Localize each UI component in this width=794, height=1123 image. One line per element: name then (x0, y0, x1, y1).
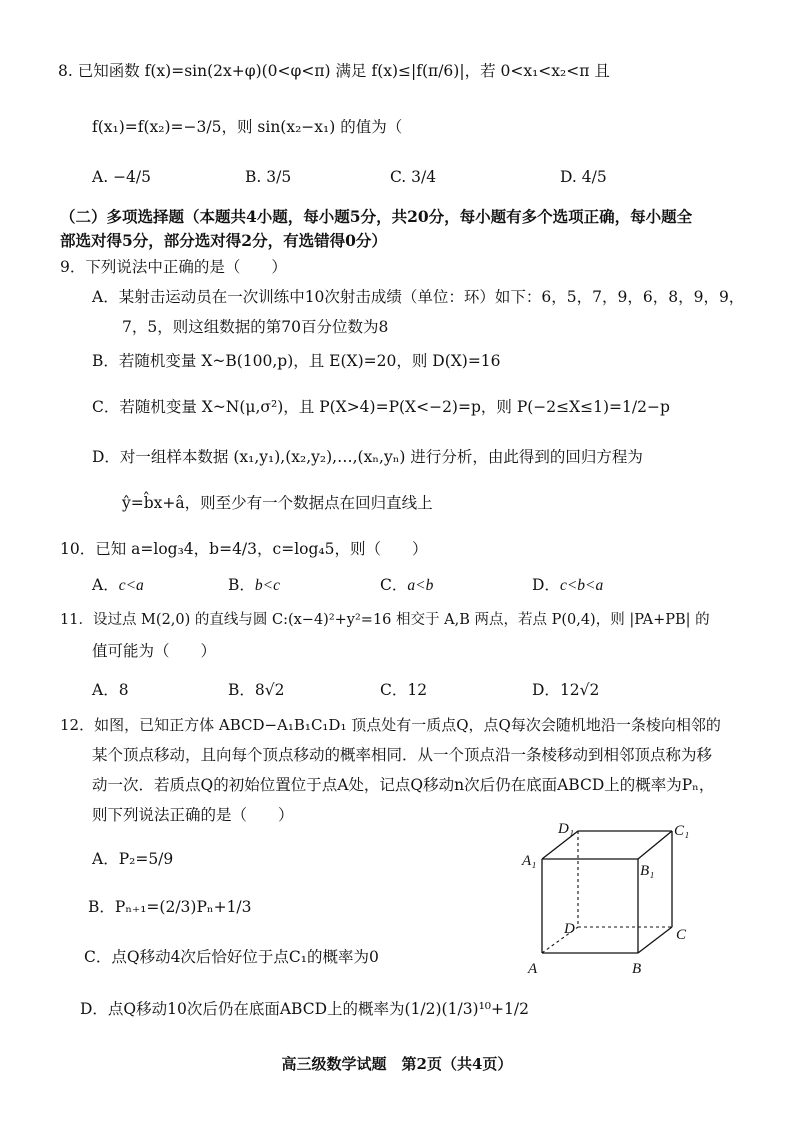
section2-heading-line1: （二）多项选择题（本题共4小题，每小题5分，共20分，每小题有多个选项正确，每小题全 (60, 207, 693, 226)
q12-option-c: C．点Q移动4次后恰好位于点C₁的概率为0 (84, 948, 379, 966)
q8-option-c: C. 3/4 (390, 168, 437, 186)
q12-line3: 动一次．若质点Q的初始位置位于点A处，记点Q移动n次后仍在底面ABCD上的概率为Pₙ， (92, 776, 715, 794)
q12-line4: 则下列说法正确的是（ ） (92, 806, 294, 824)
q10-option-d: D．c<b<a (532, 576, 604, 594)
cube-figure (520, 815, 700, 980)
q9-option-c: C．若随机变量 X~N(μ,σ²)，且 P(X>4)=P(X<−2)=p，则 P(−2≤X≤1)=1/2−p (92, 398, 670, 416)
q12-line1: 12．如图，已知正方体 ABCD−A₁B₁C₁D₁ 顶点处有一质点Q，点Q每次会随机地沿一条棱向相邻的 (60, 716, 721, 734)
q8-option-b: B. 3/5 (245, 168, 292, 186)
q12-option-b: B．Pₙ₊₁=(2/3)Pₙ+1/3 (88, 898, 252, 916)
q8-line2: f(x₁)=f(x₂)=−3/5，则 sin(x₂−x₁) 的值为（ (92, 118, 403, 136)
cube-label-c1: C₁ (674, 823, 690, 839)
cube-edge (638, 831, 672, 859)
cube-label-d: D (564, 921, 575, 937)
cube-label-a1: A₁ (522, 853, 537, 869)
q8-option-d: D. 4/5 (560, 168, 607, 186)
cube-label-c: C (676, 927, 687, 943)
cube-label-b: B (632, 961, 642, 977)
q10-option-a: A．c<a (92, 576, 144, 594)
q9-option-a-line2: 7，5，则这组数据的第70百分位数为8 (122, 318, 389, 336)
q10-option-b: B．b<c (228, 576, 280, 594)
q12-line2: 某个顶点移动，且向每个顶点移动的概率相同．从一个顶点沿一条棱移动到相邻顶点称为移 (92, 746, 713, 764)
cube-label-a: A (528, 961, 538, 977)
q9-option-b: B．若随机变量 X~B(100,p)，且 E(X)=20，则 D(X)=16 (92, 352, 501, 370)
q9-stem: 9．下列说法中正确的是（ ） (60, 258, 287, 276)
q11-option-b: B．8√2 (228, 681, 285, 699)
cube-label-d1: D₁ (558, 821, 575, 837)
q8-line1: 8. 已知函数 f(x)=sin(2x+φ)(0<φ<π) 满足 f(x)≤|f(π/6)|，若 0<x₁<x₂<π 且 (58, 62, 610, 80)
q12-option-d: D．点Q移动10次后仍在底面ABCD上的概率为(1/2)(1/3)¹⁰+1/2 (80, 1000, 529, 1018)
q10-stem: 10．已知 a=log₃4，b=4/3，c=log₄5，则（ ） (60, 540, 428, 558)
q11-option-a: A．8 (92, 681, 129, 699)
q11-stem: 11．设过点 M(2,0) 的直线与圆 C:(x−4)²+y²=16 相交于 A,B 两点，若点 P(0,4)，则 |PA+PB| 的 (60, 612, 710, 628)
cube-label-b1: B₁ (640, 863, 655, 879)
q11-option-c: C．12 (380, 681, 428, 699)
section2-heading-line2: 部选对得5分，部分选对得2分，有选错得0分） (60, 231, 387, 250)
page-footer: 高三级数学试题 第2页（共4页） (281, 1055, 513, 1073)
q10-option-c: C．a<b (380, 576, 434, 594)
q11-stem-line2: 值可能为（ ） (92, 642, 217, 660)
q9-option-d-line2: ŷ=b̂x+â，则至少有一个数据点在回归直线上 (122, 494, 433, 512)
cube-edge (638, 927, 672, 953)
q9-option-d-line1: D．对一组样本数据 (x₁,y₁),(x₂,y₂),…,(xₙ,yₙ) 进行分析，由此得到的回归方程为 (92, 448, 643, 466)
q11-option-d: D．12√2 (532, 681, 600, 699)
q8-option-a: A. −4/5 (92, 168, 151, 186)
q12-option-a: A．P₂=5/9 (92, 850, 174, 868)
q9-option-a-line1: A．某射击运动员在一次训练中10次射击成绩（单位：环）如下：6，5，7，9，6，8，9，9， (92, 288, 745, 306)
